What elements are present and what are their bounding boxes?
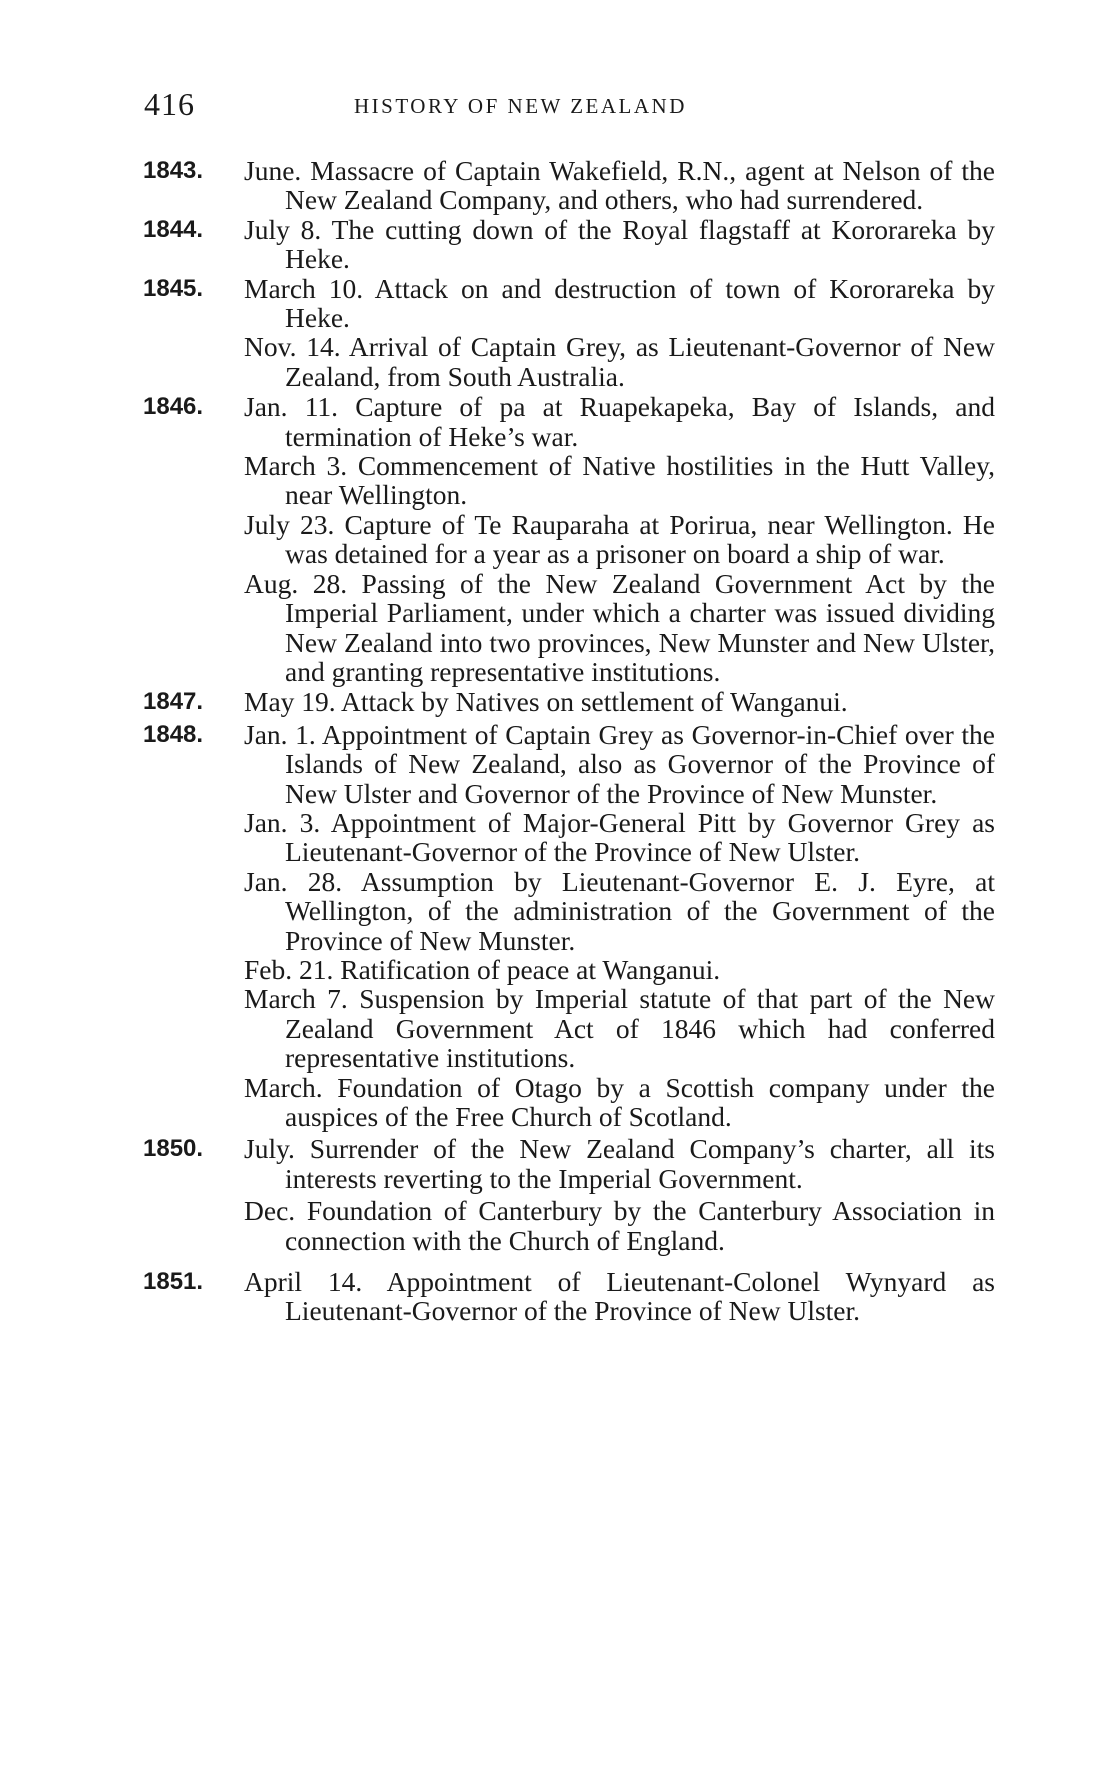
year-label: 1850. [143, 1135, 204, 1163]
year-block-1850 [143, 1134, 995, 1255]
year-block-1848 [143, 720, 995, 1132]
chronology-entry: Jan. 28. Assumption by Lieutenant-Governor E. J. Eyre, at Wellington, of the administration of the Government of the Province of New Munster. [244, 865, 995, 956]
chronology-entry: March 3. Commencement of Native hostilities in the Hutt Valley, near Wellington. [244, 450, 995, 511]
chronology-entry: Jan. 3. Appointment of Major-General Pitt by Governor Grey as Lieutenant-Governor of the Province of New Ulster. [244, 806, 995, 868]
year-block-1847 [143, 687, 995, 716]
chronology-entry: Nov. 14. Arrival of Captain Grey, as Lieutenant-Governor of New Zealand, from South Australia. [244, 331, 995, 392]
chronology-entry: June. Massacre of Captain Wakefield, R.N., agent at Nelson of the New Zealand Company, and others, who had surrendered. [244, 155, 995, 216]
year-block-1843 [143, 156, 995, 215]
chronology-entry: July 8. The cutting down of the Royal flagstaff at Kororareka by Heke. [244, 213, 995, 275]
chronology-entry: March 7. Suspension by Imperial statute of that part of the New Zealand Government Act of 1846 which had conferred representative institutions. [244, 983, 995, 1074]
chronology-entry: Dec. Foundation of Canterbury by the Canterbury Association in connection with the Church of England. [244, 1195, 995, 1256]
year-block-1851 [143, 1267, 995, 1326]
chronology-entry: April 14. Appointment of Lieutenant-Colonel Wynyard as Lieutenant-Governor of the Province of New Ulster. [244, 1266, 995, 1327]
year-label: 1851. [143, 1268, 204, 1296]
page-header [144, 86, 994, 126]
chronology-list [143, 156, 995, 1326]
chronology-entry: Jan. 11. Capture of pa at Ruapekapeka, Bay of Islands, and termination of Heke’s war. [244, 391, 995, 452]
chronology-entry: July 23. Capture of Te Rauparaha at Porirua, near Wellington. He was detained for a year as a prisoner on board a ship of war. [244, 508, 995, 570]
chronology-entry: Jan. 1. Appointment of Captain Grey as Governor-in-Chief over the Islands of New Zealand, also as Governor of the Province of New Ulster and Governor of the Province of New Munster. [244, 718, 995, 809]
year-label: 1847. [143, 688, 204, 716]
chronology-entry: July. Surrender of the New Zealand Company’s charter, all its interests reverting to the Imperial Government. [244, 1133, 995, 1194]
year-block-1845 [143, 274, 995, 392]
page-number: 416 [144, 86, 195, 122]
running-head: HISTORY OF NEW ZEALAND [354, 94, 687, 118]
year-label: 1845. [143, 274, 204, 302]
year-label: 1844. [143, 215, 204, 243]
year-label: 1846. [143, 393, 204, 421]
chronology-entry: Feb. 21. Ratification of peace at Wanganui. [244, 953, 721, 985]
year-label: 1848. [143, 720, 204, 748]
chronology-entry: Aug. 28. Passing of the New Zealand Government Act by the Imperial Parliament, under which a charter was issued dividing New Zealand into two provinces, New Munster and New Ulster, and granting representative institutions. [244, 567, 995, 687]
chronology-entry: March 10. Attack on and destruction of town of Kororareka by Heke. [244, 272, 995, 334]
year-block-1844 [143, 215, 995, 274]
year-block-1846 [143, 392, 995, 686]
chronology-entry: March. Foundation of Otago by a Scottish company under the auspices of the Free Church of Scotland. [244, 1071, 995, 1132]
chronology-entry: May 19. Attack by Natives on settlement of Wanganui. [244, 686, 848, 718]
year-label: 1843. [143, 157, 204, 184]
